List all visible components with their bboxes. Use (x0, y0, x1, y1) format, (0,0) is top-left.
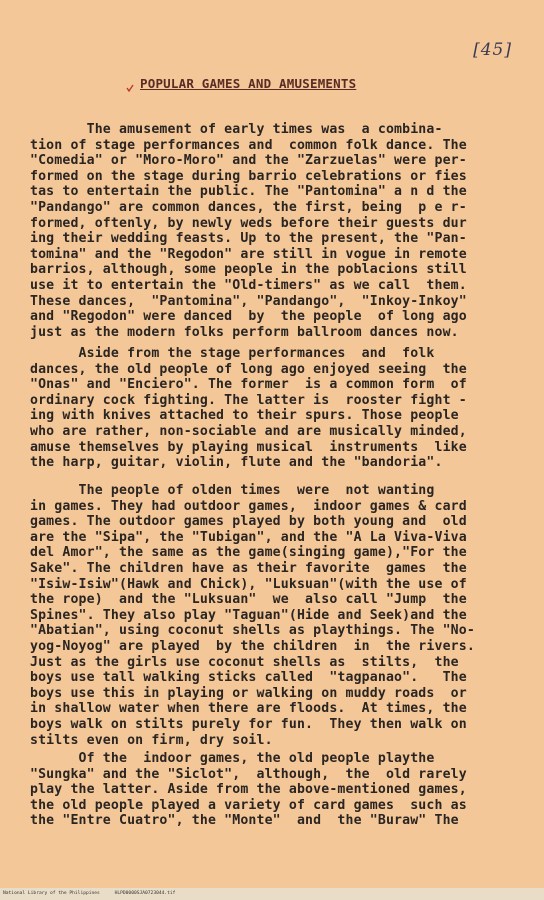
title-row (126, 76, 356, 91)
footer-file: HLPD0000SJA0723044.tif (114, 891, 176, 896)
red-check-mark-icon (126, 84, 134, 92)
page-title: POPULAR GAMES AND AMUSEMENTS (140, 76, 357, 91)
paragraph-4: Of the indoor games, the old people playthe "Sungka" and the "Siclot", although, the old rarely play the latter. Aside from the above-mentioned games, the old people played a variety of card games such as the "Entre Cuatro", the "Monte" and the "Buraw" The (30, 751, 467, 829)
paragraph-1: The amusement of early times was a combina- tion of stage performances and common folk dance. The "Comedia" or "Moro-Moro" and the "Zarzuelas" were per- formed on the stage during barrio celebrations or fies tas to entertain the public. The "Pantomina" a n d the "Pandango" are common dances, the first, being p e r- formed, oftenly, by newly weds before their guests dur ing their wedding feasts. Up to the present, the "Pan- tomina" and the "Regodon" are still in vogue in remote barrios, although, some people in the poblacions still use it to entertain the "Old-timers" as we call them. These dances, "Pantomina", "Pandango", "Inkoy-Inkoy" and "Regodon" were danced by the people of long ago just as the modern folks perform ballroom dances now. (30, 122, 467, 340)
paragraph-2: Aside from the stage performances and folk dances, the old people of long ago enjoyed seeing the "Onas" and "Enciero". The former is a common form of ordinary cock fighting. The latter is rooster fight - ing with knives attached to their spurs. Those people who are rather, non-sociable and are musically minded, amuse themselves by playing musical instruments like the harp, guitar, violin, flute and the "bandoria". (30, 346, 467, 471)
footer-library: National Library of the Philippines (3, 891, 100, 896)
page-number: [45] (473, 40, 512, 60)
paragraph-3: The people of olden times were not wanting in games. They had outdoor games, indoor games & card games. The outdoor games played by both young and old are the "Sipa", the "Tubigan", and the "A La Viva-Viva del Amor", the same as the game(singing game),"For the Sake". The children have as their favorite games the "Isiw-Isiw"(Hawk and Chick), "Luksuan"(with the use of the rope) and the "Luksuan" we also call "Jump the Spines". They also play "Taguan"(Hide and Seek)and the "Abatian", using coconut shells as playthings. The "No- yog-Noyog" are played by the children in the rivers. Just as the girls use coconut shells as stilts, the boys use tall walking sticks called "tagpanao". The boys use this in playing or walking on muddy roads or in shallow water when there are floods. At times, the boys walk on stilts purely for fun. They then walk on stilts even on firm, dry soil. (30, 483, 475, 748)
scan-footer (0, 888, 544, 900)
